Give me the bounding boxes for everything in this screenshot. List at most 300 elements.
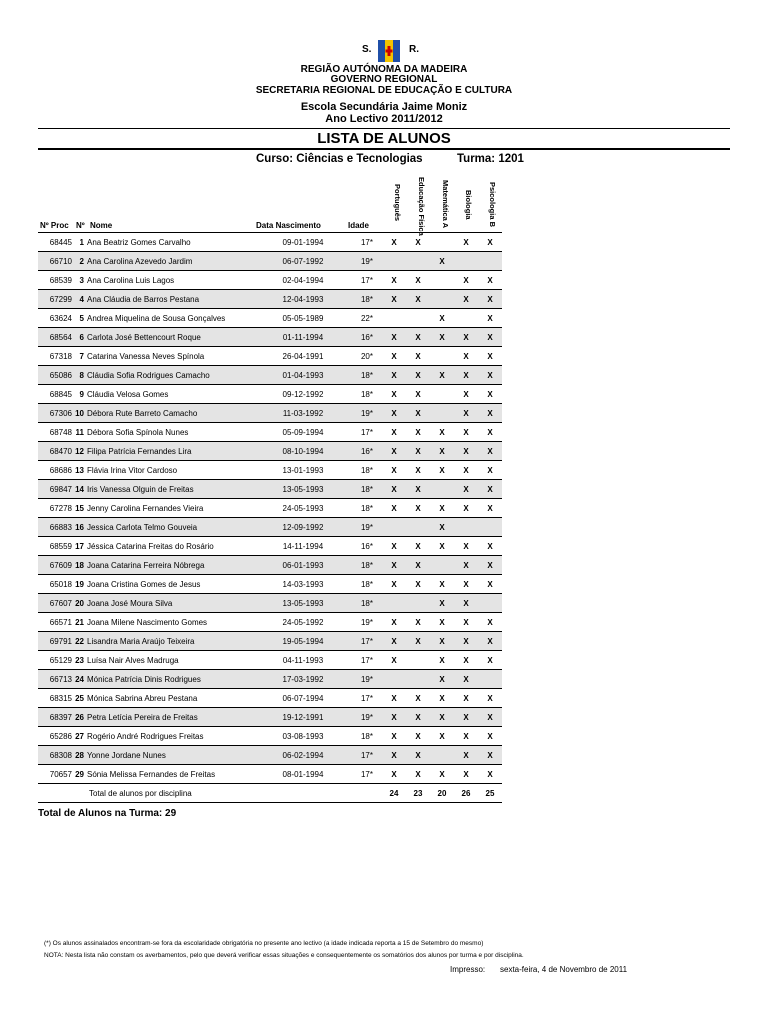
student-number: 6 xyxy=(74,328,87,347)
subject-mark: X xyxy=(478,727,502,746)
subject-mark: X xyxy=(382,366,406,385)
proc-number: 66571 xyxy=(38,613,74,632)
subject-mark: X xyxy=(406,708,430,727)
col-header-subject-4: Biologia xyxy=(464,190,473,220)
student-name: Andrea Miquelina de Sousa Gonçalves xyxy=(87,309,262,328)
proc-number: 66710 xyxy=(38,252,74,271)
subject-mark: X xyxy=(382,651,406,670)
crest-left-letter: S. xyxy=(362,44,372,55)
subject-mark: X xyxy=(454,442,478,461)
student-name: Ana Carolina Azevedo Jardim xyxy=(87,252,262,271)
subject-mark xyxy=(430,746,454,765)
student-name: Mónica Sabrina Abreu Pestana xyxy=(87,689,262,708)
proc-number: 65286 xyxy=(38,727,74,746)
subject-mark: X xyxy=(478,632,502,651)
col-header-subject-1: Português xyxy=(393,184,402,222)
student-age: 18* xyxy=(344,385,382,404)
birth-date: 05-09-1994 xyxy=(262,423,344,442)
subject-mark: X xyxy=(382,423,406,442)
subject-mark: X xyxy=(454,328,478,347)
birth-date: 24-05-1992 xyxy=(262,613,344,632)
student-number: 8 xyxy=(74,366,87,385)
subject-mark: X xyxy=(430,765,454,784)
table-row xyxy=(38,727,502,746)
subject-mark: X xyxy=(406,765,430,784)
subject-mark: X xyxy=(406,423,430,442)
subject-mark: X xyxy=(478,404,502,423)
subject-mark: X xyxy=(430,442,454,461)
proc-number: 68559 xyxy=(38,537,74,556)
student-number: 11 xyxy=(74,423,87,442)
table-row xyxy=(38,499,502,518)
subject-mark: X xyxy=(454,708,478,727)
proc-number: 67609 xyxy=(38,556,74,575)
subject-mark: X xyxy=(454,461,478,480)
subject-mark: X xyxy=(454,271,478,290)
birth-date: 05-05-1989 xyxy=(262,309,344,328)
table-row xyxy=(38,708,502,727)
student-number: 21 xyxy=(74,613,87,632)
subject-mark: X xyxy=(382,746,406,765)
subject-mark xyxy=(406,651,430,670)
student-number: 3 xyxy=(74,271,87,290)
proc-number: 68686 xyxy=(38,461,74,480)
student-name: Jessica Carlota Telmo Gouveia xyxy=(87,518,262,537)
proc-number: 68845 xyxy=(38,385,74,404)
subject-mark: X xyxy=(406,461,430,480)
subject-mark: X xyxy=(382,328,406,347)
subject-mark: X xyxy=(454,689,478,708)
birth-date: 13-01-1993 xyxy=(262,461,344,480)
subject-mark: X xyxy=(454,746,478,765)
student-age: 20* xyxy=(344,347,382,366)
subject-mark xyxy=(382,518,406,537)
subject-mark: X xyxy=(478,423,502,442)
subject-mark: X xyxy=(454,366,478,385)
student-name: Jenny Carolina Fernandes Vieira xyxy=(87,499,262,518)
subject-mark: X xyxy=(430,252,454,271)
proc-number: 65086 xyxy=(38,366,74,385)
subject-mark: X xyxy=(454,594,478,613)
student-age: 17* xyxy=(344,233,382,252)
student-name: Ana Cláudia de Barros Pestana xyxy=(87,290,262,309)
student-name: Ana Beatriz Gomes Carvalho xyxy=(87,233,262,252)
student-name: Joana Cristina Gomes de Jesus xyxy=(87,575,262,594)
student-number: 28 xyxy=(74,746,87,765)
student-name: Sónia Melissa Fernandes de Freitas xyxy=(87,765,262,784)
birth-date: 01-11-1994 xyxy=(262,328,344,347)
subject-mark: X xyxy=(478,746,502,765)
subject-mark xyxy=(430,347,454,366)
subject-mark: X xyxy=(382,708,406,727)
student-age: 18* xyxy=(344,290,382,309)
totals-row xyxy=(38,784,502,803)
subject-mark: X xyxy=(406,480,430,499)
proc-number: 68539 xyxy=(38,271,74,290)
student-number: 25 xyxy=(74,689,87,708)
student-age: 17* xyxy=(344,651,382,670)
student-name: Catarina Vanessa Neves Spínola xyxy=(87,347,262,366)
nota-note: NOTA: Nesta lista não constam os averbamentos, pelo que deverá verificar essas situações e consequentemente os somatórios dos alunos por turma e por disciplina. xyxy=(44,952,524,959)
birth-date: 03-08-1993 xyxy=(262,727,344,746)
subject-mark: X xyxy=(454,632,478,651)
subject-mark: X xyxy=(382,385,406,404)
proc-number: 66713 xyxy=(38,670,74,689)
student-number: 5 xyxy=(74,309,87,328)
subject-mark: X xyxy=(382,271,406,290)
table-row xyxy=(38,328,502,347)
col-header-num: Nº xyxy=(76,221,85,230)
subject-mark: X xyxy=(382,537,406,556)
student-age: 17* xyxy=(344,765,382,784)
subject-mark: X xyxy=(406,347,430,366)
subject-mark xyxy=(430,290,454,309)
birth-date: 08-10-1994 xyxy=(262,442,344,461)
student-number: 15 xyxy=(74,499,87,518)
subject-mark: X xyxy=(478,233,502,252)
subject-mark: X xyxy=(454,727,478,746)
subject-mark: X xyxy=(382,575,406,594)
student-age: 19* xyxy=(344,404,382,423)
totals-label: Total de alunos por disciplina xyxy=(38,784,382,803)
printed-label: Impresso: xyxy=(450,965,486,974)
proc-number: 67607 xyxy=(38,594,74,613)
student-age: 17* xyxy=(344,689,382,708)
subject-mark: X xyxy=(454,499,478,518)
student-number: 23 xyxy=(74,651,87,670)
student-age: 17* xyxy=(344,423,382,442)
subject-total: 25 xyxy=(478,784,502,803)
table-row xyxy=(38,575,502,594)
subject-mark: X xyxy=(478,461,502,480)
region-heading: REGIÃO AUTÓNOMA DA MADEIRA xyxy=(300,64,468,75)
student-number: 13 xyxy=(74,461,87,480)
table-row xyxy=(38,651,502,670)
asterisk-note: (*) Os alunos assinalados encontram-se fora da escolaridade obrigatória no presente ano lectivo (a idade indicada reporta a 15 de Setembro do mesmo) xyxy=(44,940,484,947)
subject-mark: X xyxy=(382,499,406,518)
subject-mark: X xyxy=(454,347,478,366)
student-number: 4 xyxy=(74,290,87,309)
subject-mark: X xyxy=(478,575,502,594)
col-header-subject-3: Matemática A xyxy=(441,180,450,229)
subject-mark: X xyxy=(382,689,406,708)
birth-date: 02-04-1994 xyxy=(262,271,344,290)
subject-mark: X xyxy=(382,765,406,784)
birth-date: 09-01-1994 xyxy=(262,233,344,252)
student-number: 14 xyxy=(74,480,87,499)
subject-mark xyxy=(406,309,430,328)
subject-mark: X xyxy=(382,290,406,309)
subject-mark: X xyxy=(406,575,430,594)
student-name: Rogério André Rodrigues Freitas xyxy=(87,727,262,746)
page-title: LISTA DE ALUNOS xyxy=(317,130,451,147)
subject-mark xyxy=(406,252,430,271)
student-name: Ana Carolina Luis Lagos xyxy=(87,271,262,290)
subject-mark: X xyxy=(406,385,430,404)
student-name: Débora Sofia Spínola Nunes xyxy=(87,423,262,442)
proc-number: 66883 xyxy=(38,518,74,537)
subject-mark: X xyxy=(406,632,430,651)
subject-mark: X xyxy=(454,556,478,575)
col-header-subject-2: Educação Física xyxy=(417,177,426,236)
table-row xyxy=(38,594,502,613)
school-name: Escola Secundária Jaime Moniz xyxy=(300,101,468,113)
proc-number: 68315 xyxy=(38,689,74,708)
proc-number: 67306 xyxy=(38,404,74,423)
birth-date: 06-01-1993 xyxy=(262,556,344,575)
birth-date: 14-11-1994 xyxy=(262,537,344,556)
subject-mark: X xyxy=(382,613,406,632)
student-name: Joana José Moura Silva xyxy=(87,594,262,613)
proc-number: 67278 xyxy=(38,499,74,518)
subject-mark: X xyxy=(406,290,430,309)
subject-mark xyxy=(454,518,478,537)
table-row xyxy=(38,290,502,309)
subject-mark: X xyxy=(430,575,454,594)
subject-mark: X xyxy=(382,632,406,651)
subject-mark: X xyxy=(382,480,406,499)
table-row xyxy=(38,461,502,480)
student-number: 27 xyxy=(74,727,87,746)
student-number: 26 xyxy=(74,708,87,727)
subject-mark: X xyxy=(406,328,430,347)
student-age: 18* xyxy=(344,556,382,575)
subject-mark: X xyxy=(454,765,478,784)
subject-mark: X xyxy=(430,670,454,689)
table-row xyxy=(38,423,502,442)
student-name: Flávia Irina Vitor Cardoso xyxy=(87,461,262,480)
subject-mark: X xyxy=(478,708,502,727)
birth-date: 01-04-1993 xyxy=(262,366,344,385)
table-row xyxy=(38,385,502,404)
subject-mark: X xyxy=(454,537,478,556)
student-number: 20 xyxy=(74,594,87,613)
student-number: 1 xyxy=(74,233,87,252)
subject-mark: X xyxy=(406,499,430,518)
subject-mark xyxy=(430,271,454,290)
student-number: 29 xyxy=(74,765,87,784)
subject-mark xyxy=(478,518,502,537)
proc-number: 68564 xyxy=(38,328,74,347)
subject-mark: X xyxy=(454,651,478,670)
madeira-flag-icon xyxy=(378,40,400,62)
subject-mark: X xyxy=(430,328,454,347)
birth-date: 19-05-1994 xyxy=(262,632,344,651)
subject-mark: X xyxy=(478,689,502,708)
subject-mark xyxy=(430,404,454,423)
subject-mark: X xyxy=(430,708,454,727)
subject-mark xyxy=(430,385,454,404)
crest-row xyxy=(0,40,768,64)
student-number: 2 xyxy=(74,252,87,271)
subject-mark: X xyxy=(382,233,406,252)
table-row xyxy=(38,556,502,575)
table-row xyxy=(38,518,502,537)
subject-mark: X xyxy=(478,347,502,366)
government-heading: GOVERNO REGIONAL xyxy=(330,74,438,85)
class-total: Total de Alunos na Turma: 29 xyxy=(38,808,177,819)
subject-mark: X xyxy=(430,727,454,746)
student-number: 19 xyxy=(74,575,87,594)
subject-mark: X xyxy=(478,613,502,632)
student-age: 19* xyxy=(344,613,382,632)
student-age: 17* xyxy=(344,746,382,765)
subject-mark: X xyxy=(478,480,502,499)
school-year: Ano Lectivo 2011/2012 xyxy=(325,113,443,125)
student-name: Joana Milene Nascimento Gomes xyxy=(87,613,262,632)
table-row xyxy=(38,252,502,271)
subject-mark: X xyxy=(430,366,454,385)
subject-mark: X xyxy=(406,537,430,556)
col-header-subject-5: Psicologia B xyxy=(488,182,497,228)
student-age: 18* xyxy=(344,480,382,499)
student-name: Cláudia Velosa Gomes xyxy=(87,385,262,404)
subject-mark xyxy=(454,309,478,328)
student-age: 19* xyxy=(344,708,382,727)
subject-mark: X xyxy=(430,461,454,480)
subject-mark: X xyxy=(478,385,502,404)
subject-mark: X xyxy=(406,613,430,632)
col-header-name: Nome xyxy=(90,221,113,230)
birth-date: 17-03-1992 xyxy=(262,670,344,689)
subject-mark: X xyxy=(478,328,502,347)
student-age: 18* xyxy=(344,499,382,518)
subject-mark: X xyxy=(382,347,406,366)
subject-mark xyxy=(430,233,454,252)
subject-mark xyxy=(406,594,430,613)
student-age: 18* xyxy=(344,461,382,480)
birth-date: 26-04-1991 xyxy=(262,347,344,366)
subject-mark: X xyxy=(406,556,430,575)
student-name: Carlota José Bettencourt Roque xyxy=(87,328,262,347)
subject-mark: X xyxy=(406,727,430,746)
subject-mark xyxy=(430,556,454,575)
student-number: 22 xyxy=(74,632,87,651)
table-row xyxy=(38,746,502,765)
subject-mark: X xyxy=(478,309,502,328)
subject-mark: X xyxy=(406,746,430,765)
subject-mark xyxy=(430,480,454,499)
table-row xyxy=(38,765,502,784)
subject-mark: X xyxy=(454,670,478,689)
student-name: Luísa Nair Alves Madruga xyxy=(87,651,262,670)
subject-mark: X xyxy=(430,423,454,442)
student-age: 17* xyxy=(344,632,382,651)
student-name: Filipa Patrícia Fernandes Lira xyxy=(87,442,262,461)
subject-mark xyxy=(454,252,478,271)
student-age: 18* xyxy=(344,594,382,613)
student-name: Joana Catarina Ferreira Nóbrega xyxy=(87,556,262,575)
subject-mark: X xyxy=(430,651,454,670)
student-age: 18* xyxy=(344,366,382,385)
birth-date: 14-03-1993 xyxy=(262,575,344,594)
secretariat-heading: SECRETARIA REGIONAL DE EDUCAÇÃO E CULTURA xyxy=(255,85,513,96)
proc-number: 68470 xyxy=(38,442,74,461)
col-header-age: Idade xyxy=(348,221,369,230)
table-row xyxy=(38,271,502,290)
subject-mark: X xyxy=(430,518,454,537)
table-row xyxy=(38,366,502,385)
crest-right-letter: R. xyxy=(409,44,419,55)
subject-mark xyxy=(382,252,406,271)
student-name: Mónica Patrícia Dinis Rodrigues xyxy=(87,670,262,689)
student-number: 9 xyxy=(74,385,87,404)
subject-mark: X xyxy=(430,309,454,328)
subject-total: 26 xyxy=(454,784,478,803)
subject-mark: X xyxy=(454,290,478,309)
proc-number: 67318 xyxy=(38,347,74,366)
proc-number: 65018 xyxy=(38,575,74,594)
student-age: 19* xyxy=(344,670,382,689)
subject-mark: X xyxy=(478,499,502,518)
subject-mark: X xyxy=(454,613,478,632)
student-age: 18* xyxy=(344,575,382,594)
subject-mark: X xyxy=(478,537,502,556)
subject-mark: X xyxy=(406,366,430,385)
table-row xyxy=(38,442,502,461)
table-row xyxy=(38,670,502,689)
student-name: Débora Rute Barreto Camacho xyxy=(87,404,262,423)
student-age: 16* xyxy=(344,537,382,556)
proc-number: 69847 xyxy=(38,480,74,499)
student-number: 16 xyxy=(74,518,87,537)
subject-mark: X xyxy=(406,233,430,252)
subject-mark: X xyxy=(430,632,454,651)
student-number: 12 xyxy=(74,442,87,461)
subject-mark: X xyxy=(478,651,502,670)
subject-mark: X xyxy=(382,727,406,746)
birth-date: 13-05-1993 xyxy=(262,594,344,613)
birth-date: 08-01-1994 xyxy=(262,765,344,784)
proc-number: 68445 xyxy=(38,233,74,252)
proc-number: 69791 xyxy=(38,632,74,651)
title-bottom-rule xyxy=(38,148,730,150)
birth-date: 12-09-1992 xyxy=(262,518,344,537)
birth-date: 11-03-1992 xyxy=(262,404,344,423)
subject-total: 24 xyxy=(382,784,406,803)
subject-mark: X xyxy=(382,442,406,461)
student-number: 24 xyxy=(74,670,87,689)
subject-mark: X xyxy=(478,556,502,575)
subject-mark xyxy=(382,670,406,689)
proc-number: 63624 xyxy=(38,309,74,328)
subject-mark: X xyxy=(406,404,430,423)
subject-mark: X xyxy=(454,404,478,423)
subject-mark: X xyxy=(430,689,454,708)
student-name: Lisandra Maria Araújo Teixeira xyxy=(87,632,262,651)
title-top-rule xyxy=(38,128,730,129)
subject-mark: X xyxy=(454,233,478,252)
subject-mark: X xyxy=(454,423,478,442)
birth-date: 06-02-1994 xyxy=(262,746,344,765)
subject-mark xyxy=(478,670,502,689)
student-name: Jéssica Catarina Freitas do Rosário xyxy=(87,537,262,556)
student-number: 10 xyxy=(74,404,87,423)
subject-mark: X xyxy=(430,613,454,632)
subject-mark: X xyxy=(406,442,430,461)
subject-mark xyxy=(406,518,430,537)
subject-mark xyxy=(382,309,406,328)
subject-mark xyxy=(478,252,502,271)
student-name: Yonne Jordane Nunes xyxy=(87,746,262,765)
subject-mark: X xyxy=(454,385,478,404)
birth-date: 06-07-1992 xyxy=(262,252,344,271)
proc-number: 65129 xyxy=(38,651,74,670)
proc-number: 68397 xyxy=(38,708,74,727)
course-label: Curso: Ciências e Tecnologias xyxy=(256,153,423,165)
student-age: 18* xyxy=(344,727,382,746)
birth-date: 06-07-1994 xyxy=(262,689,344,708)
